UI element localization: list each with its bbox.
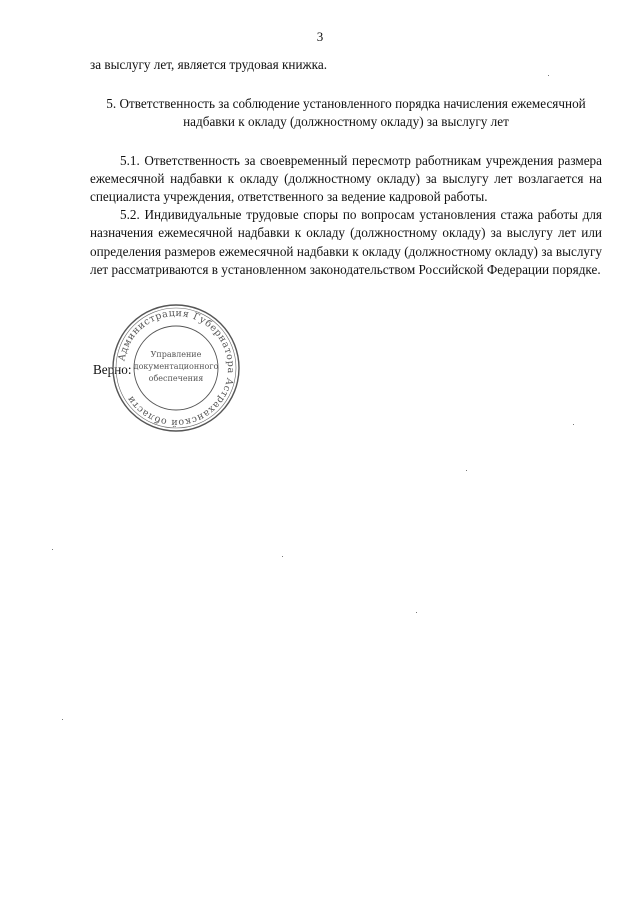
paragraph-5-2: 5.2. Индивидуальные трудовые споры по вопросам установления стажа работы для назначения ежемесячной надбавки к окладу (должностному окладу) за выслугу лет или определения размеров ежемесячной надбавки к окладу (должностному окладу) за выслугу лет рассматриваются в установленном законодательством Российской Федерации порядке. (90, 207, 602, 277)
scan-speck (282, 556, 283, 557)
scan-speck (548, 75, 549, 76)
scan-speck (573, 424, 574, 425)
continuation-line: за выслугу лет, является трудовая книжка. (90, 57, 327, 72)
seal-graphic (110, 302, 242, 434)
seal-center-line-3: обеспечения (148, 374, 204, 383)
document-body (90, 56, 602, 279)
paragraph-5-1: 5.1. Ответственность за своевременный пересмотр работникам учреждения размера ежемесячной надбавки к окладу (должностному окладу) за выслугу лет возлагается на специалиста учреждения, ответственного за ведение кадровой работы. (90, 152, 602, 205)
official-seal (110, 302, 242, 434)
scan-speck (416, 612, 417, 613)
seal-center-line-2: документационного (133, 362, 219, 371)
certification-label: Верно: (93, 362, 132, 377)
scan-speck (52, 549, 53, 550)
scan-speck (62, 719, 63, 720)
page-number: 3 (316, 29, 324, 44)
seal-outer-text: Администрация Губернатора Астраханской области (116, 307, 237, 429)
section-heading: 5. Ответственность за соблюдение установленного порядка начисления ежемесячной надбавки к окладу (должностному окладу) за выслугу лет (106, 96, 586, 130)
scan-speck (466, 470, 467, 471)
seal-center-line-1: Управление (150, 350, 202, 359)
